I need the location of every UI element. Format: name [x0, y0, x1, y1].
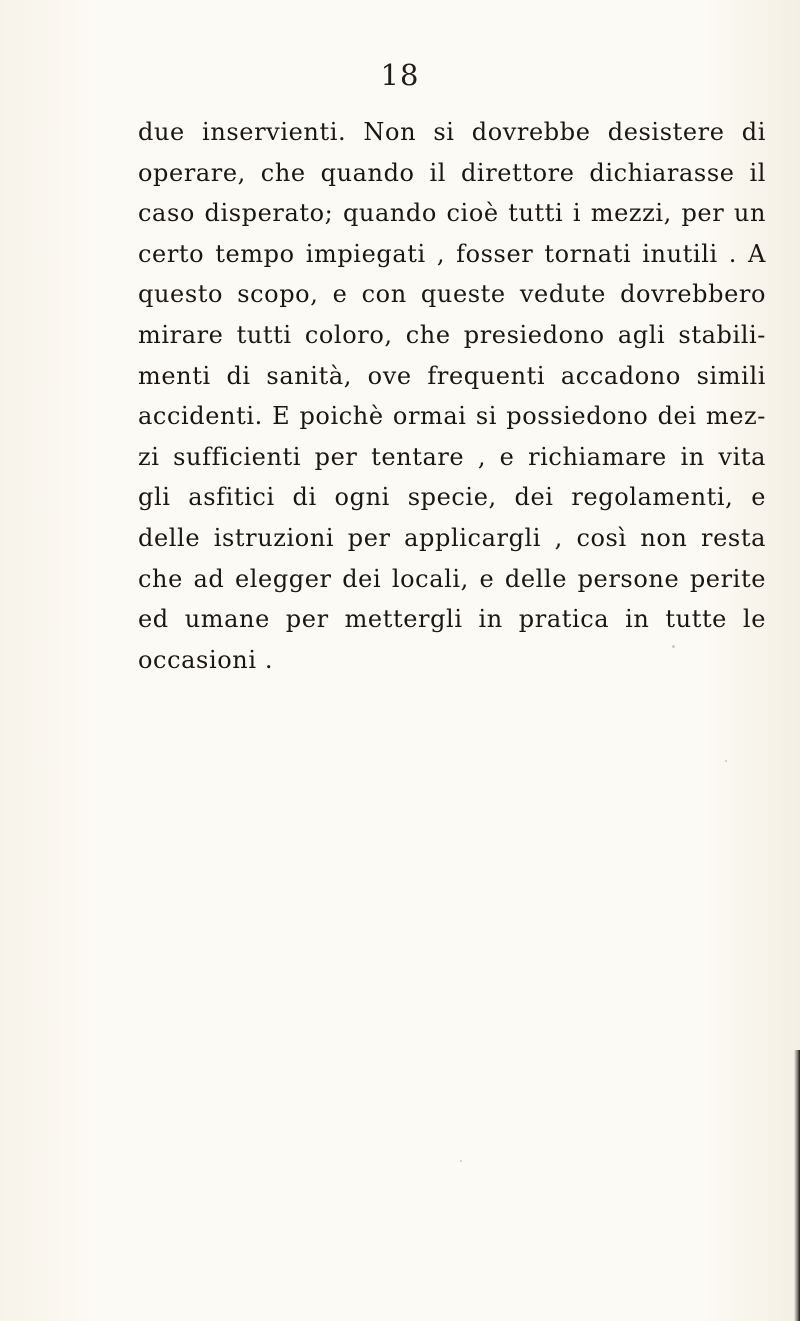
- text-line-last: occasioni .: [138, 645, 274, 674]
- paper-speck: [725, 760, 727, 762]
- text-line: delle istruzioni per applicargli , così non resta: [138, 523, 766, 552]
- text-line: caso disperato; quando cioè tutti i mezzi, per un: [138, 199, 766, 228]
- text-line: certo tempo impiegati , fosser tornati inutili . A: [138, 239, 766, 268]
- page-number: 18: [380, 58, 420, 92]
- text-line: operare, che quando il direttore dichiarasse il: [138, 158, 766, 187]
- text-line: ed umane per mettergli in pratica in tutte le: [138, 605, 766, 634]
- text-line: gli asfitici di ogni specie, dei regolamenti, e: [138, 483, 766, 512]
- body-text: [138, 112, 766, 680]
- text-line: due inservienti. Non si dovrebbe desistere di: [138, 118, 766, 146]
- text-line: che ad elegger dei locali, e delle persone perite: [138, 564, 766, 593]
- text-line: accidenti. E poichè ormai si possiedono dei mez-: [138, 402, 766, 431]
- text-line: questo scopo, e con queste vedute dovrebbero: [138, 280, 766, 309]
- paper-speck: [460, 1160, 462, 1162]
- text-line: zi sufficienti per tentare , e richiamare in vita: [138, 442, 766, 471]
- text-line: menti di sanità, ove frequenti accadono simili: [138, 361, 766, 390]
- paper-speck: [672, 645, 675, 648]
- page-edge-shadow: [794, 1050, 800, 1321]
- text-line: mirare tutti coloro, che presiedono agli stabili-: [138, 320, 766, 349]
